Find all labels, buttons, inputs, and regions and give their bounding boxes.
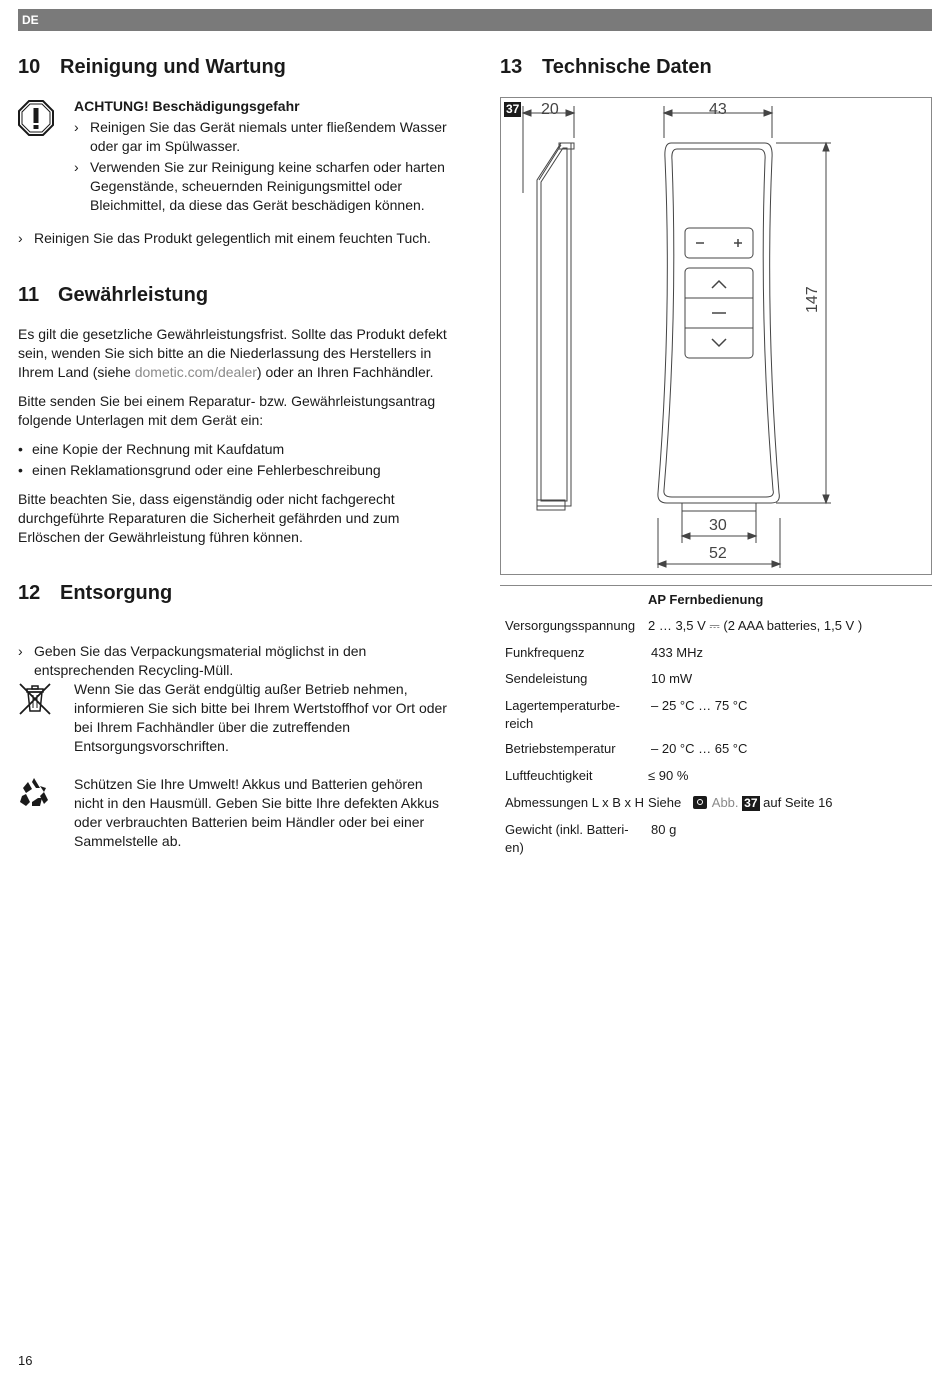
language-bar — [18, 9, 932, 31]
section-number: 10 — [18, 56, 41, 78]
row-value: – 25 °C … 75 °C — [651, 698, 748, 713]
row-value: 2 … 3,5 V ⎓ (2 AAA batteries, 1,5 V ) — [648, 618, 863, 633]
row-label: Abmessungen L x B x H — [505, 795, 644, 810]
figure-37 — [500, 97, 932, 575]
dim-height: 147 — [804, 286, 821, 313]
table-header: AP Fernbedienung — [648, 592, 764, 607]
language-tag: DE — [22, 13, 39, 27]
cleaning-step: › Reinigen Sie das Produkt gelegentlich mit einem feuchten Tuch. — [18, 229, 468, 248]
figure-number: 37 — [506, 102, 520, 116]
warranty-paragraph-1 — [18, 325, 458, 382]
dim-width-bottom-inner: 30 — [709, 517, 727, 534]
row-label: Luftfeuchtigkeit — [505, 768, 593, 783]
section-number: 13 — [500, 56, 523, 78]
warranty-text: ) oder an Ihren Fachhändler. — [256, 364, 434, 380]
weee-text: Wenn Sie das Gerät endgültig außer Betrieb nehmen, informieren Sie sich bitte bei Ihrem Wertstoffhof vor Ort oder bei Ihrem Fachhändler über die zutreffenden Entsorgungsvorschriften. — [74, 681, 447, 754]
table-top-rule — [500, 585, 932, 586]
recycle-icon — [18, 776, 50, 808]
row-value: 80 g — [651, 822, 677, 837]
warning-item: › Verwenden Sie zur Reinigung keine scharfen oder harten Gegenstände, scheuernden Reinigungsmittel oder Bleichmittel, da diese das Gerät beschädigen können. — [74, 158, 464, 215]
dealer-link[interactable]: dometic.com/dealer — [134, 364, 257, 380]
row-value: – 20 °C … 65 °C — [651, 741, 748, 756]
bullet-item: • eine Kopie der Rechnung mit Kaufdatum — [18, 440, 458, 459]
table-row — [505, 821, 932, 861]
remote-drawing — [501, 98, 931, 574]
section-13-heading — [500, 55, 712, 79]
camera-icon — [693, 796, 707, 809]
row-value: 10 mW — [651, 671, 693, 686]
section-title: Technische Daten — [542, 56, 712, 78]
dim-width-top: 43 — [709, 101, 727, 118]
section-10-heading — [18, 55, 286, 79]
dim-depth: 20 — [541, 101, 559, 118]
value-prefix: Siehe — [648, 795, 682, 810]
tech-table — [505, 617, 932, 861]
section-title: Entsorgung — [60, 582, 173, 604]
table-row — [505, 740, 932, 767]
dim-width-bottom: 52 — [709, 545, 727, 562]
section-title: Gewährleistung — [58, 284, 209, 306]
warning-item: › Reinigen Sie das Gerät niemals unter fließendem Wasser oder gar im Spülwasser. — [74, 118, 464, 156]
table-row — [505, 617, 932, 644]
row-value: ≤ 90 % — [648, 768, 689, 783]
table-row — [505, 794, 932, 821]
row-value — [648, 794, 833, 812]
row-label: Gewicht (inkl. Batteri-en) — [505, 822, 629, 855]
table-row — [505, 644, 932, 670]
warning-list — [74, 118, 464, 215]
row-label: Versorgungsspannung — [505, 618, 636, 633]
value-suffix: auf Seite 16 — [763, 795, 833, 810]
section-12-heading — [18, 581, 172, 605]
section-11-heading — [18, 283, 208, 307]
page-number: 16 — [18, 1353, 33, 1368]
weee-bin-icon — [18, 682, 52, 716]
row-label: Lagertemperaturbe-reich — [505, 698, 620, 731]
warranty-bullets — [18, 440, 458, 480]
section-number: 11 — [18, 284, 40, 306]
warning-title: ACHTUNG! Beschädigungsgefahr — [74, 98, 300, 114]
row-label: Funkfrequenz — [505, 645, 585, 660]
warranty-text: Es gilt die gesetzliche Gewährleistungsfrist. Sollte das Produkt defekt sein, wenden Sie sich bitte an die Niederlassung des Herstellers in Ihrem Land (siehe — [18, 326, 447, 380]
table-row — [505, 670, 932, 697]
bullet-item: • einen Reklamationsgrund oder eine Fehlerbeschreibung — [18, 461, 458, 480]
figure-link[interactable]: Abb. — [711, 795, 739, 810]
table-row — [505, 697, 932, 740]
row-value: 433 MHz — [651, 645, 704, 660]
row-label: Betriebstemperatur — [505, 741, 616, 756]
warranty-paragraph-2: Bitte senden Sie bei einem Reparatur- bzw. Gewährleistungsantrag folgende Unterlagen mit dem Gerät ein: — [18, 393, 436, 428]
table-row — [505, 767, 932, 794]
section-title: Reinigung und Wartung — [60, 56, 286, 78]
figure-ref-badge: 37 — [744, 796, 758, 810]
warranty-paragraph-3: Bitte beachten Sie, dass eigenständig oder nicht fachgerecht durchgeführte Reparaturen die Sicherheit gefährden und zum Erlöschen der Gewährleistung führen können. — [18, 491, 400, 545]
row-label: Sendeleistung — [505, 671, 588, 686]
warning-icon — [18, 100, 54, 136]
recycle-text: Schützen Sie Ihre Umwelt! Akkus und Batterien gehören nicht in den Hausmüll. Geben Sie bitte Ihre defekten Akkus oder verbrauchten Batterien beim Händler oder bei einer Sammelstelle ab. — [74, 776, 439, 849]
packaging-step: › Geben Sie das Verpackungsmaterial möglichst in den entsprechenden Recycling-Müll. — [18, 642, 448, 680]
section-number: 12 — [18, 582, 41, 604]
